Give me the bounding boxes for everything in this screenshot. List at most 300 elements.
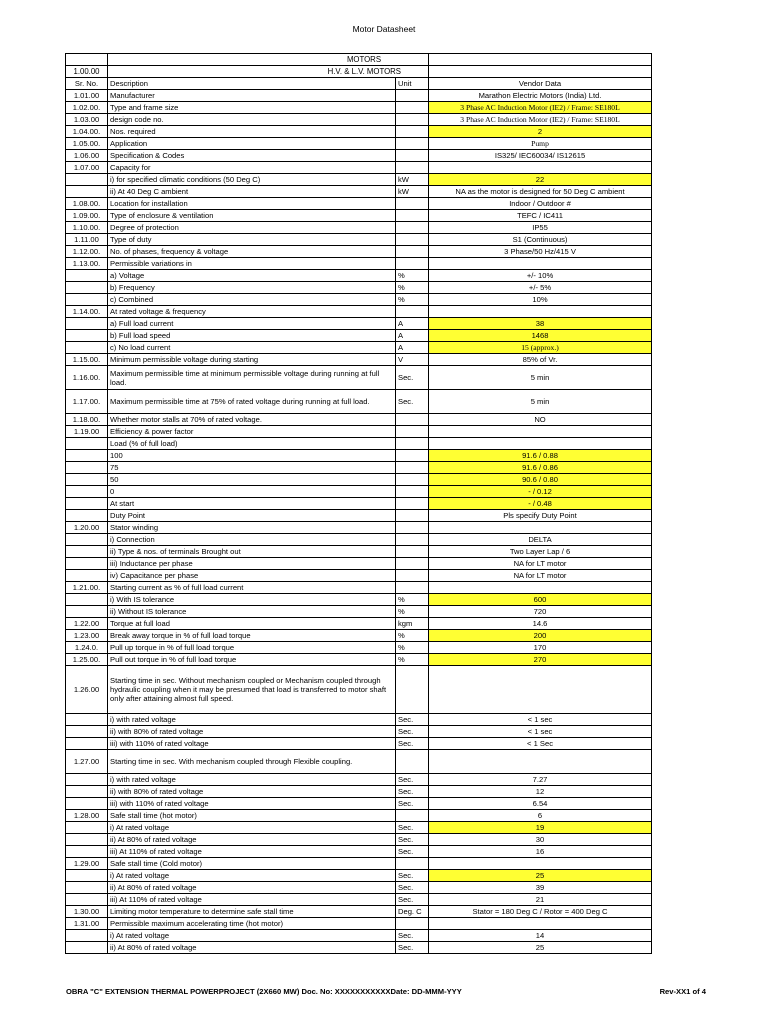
table-row: [66, 894, 652, 906]
row-vendor-value: 16: [429, 846, 652, 858]
row-unit: Deg. C: [396, 906, 429, 918]
row-unit: [396, 90, 429, 102]
row-number: 1.01.00: [66, 90, 108, 102]
row-number: [66, 894, 108, 906]
row-description: b) Full load speed: [108, 330, 396, 342]
table-row: [66, 234, 652, 246]
row-unit: [396, 414, 429, 426]
table-row: [66, 822, 652, 834]
row-vendor-value: Pump: [429, 138, 652, 150]
row-vendor-value: Indoor / Outdoor #: [429, 198, 652, 210]
row-unit: [396, 450, 429, 462]
row-number: [66, 318, 108, 330]
row-description: iii) At 110% of rated voltage: [108, 894, 396, 906]
row-vendor-value: 2: [429, 126, 652, 138]
row-number: [66, 846, 108, 858]
row-unit: [396, 558, 429, 570]
row-unit: Sec.: [396, 870, 429, 882]
row-vendor-value: 1468: [429, 330, 652, 342]
row-description: i) Connection: [108, 534, 396, 546]
row-unit: [396, 102, 429, 114]
row-number: [66, 330, 108, 342]
table-row: [66, 294, 652, 306]
table-row: [66, 222, 652, 234]
row-unit: Sec.: [396, 930, 429, 942]
row-unit: [396, 666, 429, 714]
table-row: [66, 942, 652, 954]
row-vendor-value: 14: [429, 930, 652, 942]
row-unit: [396, 426, 429, 438]
row-vendor-value: 6.54: [429, 798, 652, 810]
row-vendor-value: [429, 438, 652, 450]
row-number: 1.04.00.: [66, 126, 108, 138]
table-row: [66, 906, 652, 918]
row-vendor-value: Pls specify Duty Point: [429, 510, 652, 522]
row-unit: Sec.: [396, 390, 429, 414]
row-number: [66, 930, 108, 942]
row-vendor-value: TEFC / IC411: [429, 210, 652, 222]
table-row: [66, 786, 652, 798]
row-description: b) Frequency: [108, 282, 396, 294]
row-description: No. of phases, frequency & voltage: [108, 246, 396, 258]
row-description: Type of duty: [108, 234, 396, 246]
row-number: [66, 546, 108, 558]
row-vendor-value: 5 min: [429, 366, 652, 390]
row-unit: [396, 486, 429, 498]
row-description: i) At rated voltage: [108, 822, 396, 834]
row-description: design code no.: [108, 114, 396, 126]
row-vendor-value: NA for LT motor: [429, 558, 652, 570]
row-description: Stator winding: [108, 522, 396, 534]
table-row: [66, 714, 652, 726]
row-vendor-value: [429, 162, 652, 174]
row-vendor-value: [429, 918, 652, 930]
table-row: [66, 270, 652, 282]
row-vendor-value: Stator = 180 Deg C / Rotor = 400 Deg C: [429, 906, 652, 918]
row-number: 1.14.00.: [66, 306, 108, 318]
row-description: i) with rated voltage: [108, 714, 396, 726]
row-vendor-value: 21: [429, 894, 652, 906]
section-number: 1.00.00: [66, 66, 108, 78]
row-unit: Sec.: [396, 822, 429, 834]
row-number: 1.17.00.: [66, 390, 108, 414]
row-vendor-value: 6: [429, 810, 652, 822]
row-number: 1.26.00: [66, 666, 108, 714]
table-row: [66, 282, 652, 294]
row-unit: [396, 546, 429, 558]
table-row: [66, 114, 652, 126]
row-number: 1.06.00: [66, 150, 108, 162]
col-header-unit: Unit: [396, 78, 429, 90]
row-number: 1.31.00: [66, 918, 108, 930]
row-number: [66, 738, 108, 750]
table-row: [66, 606, 652, 618]
table-row: [66, 198, 652, 210]
row-description: iv) Capacitance per phase: [108, 570, 396, 582]
row-description: a) Voltage: [108, 270, 396, 282]
row-description: Safe stall time (hot motor): [108, 810, 396, 822]
row-number: 1.15.00.: [66, 354, 108, 366]
row-number: 1.13.00.: [66, 258, 108, 270]
row-vendor-value: Marathon Electric Motors (India) Ltd.: [429, 90, 652, 102]
row-unit: [396, 918, 429, 930]
row-unit: [396, 570, 429, 582]
row-unit: Sec.: [396, 774, 429, 786]
row-vendor-value: 38: [429, 318, 652, 330]
col-header-srno: Sr. No.: [66, 78, 108, 90]
row-number: 1.20.00: [66, 522, 108, 534]
table-row: [66, 426, 652, 438]
row-unit: Sec.: [396, 798, 429, 810]
row-vendor-value: [429, 306, 652, 318]
row-description: ii) with 80% of rated voltage: [108, 786, 396, 798]
row-unit: [396, 582, 429, 594]
row-vendor-value: +/- 10%: [429, 270, 652, 282]
row-number: 1.18.00.: [66, 414, 108, 426]
table-row: [66, 414, 652, 426]
row-vendor-value: 270: [429, 654, 652, 666]
row-number: [66, 186, 108, 198]
row-vendor-value: [429, 426, 652, 438]
row-vendor-value: 10%: [429, 294, 652, 306]
row-vendor-value: - / 0.48: [429, 498, 652, 510]
row-unit: A: [396, 330, 429, 342]
row-number: 1.10.00.: [66, 222, 108, 234]
row-number: [66, 474, 108, 486]
row-description: ii) Type & nos. of terminals Brought out: [108, 546, 396, 558]
row-description: Application: [108, 138, 396, 150]
table-row: [66, 210, 652, 222]
row-unit: kW: [396, 186, 429, 198]
row-description: At start: [108, 498, 396, 510]
table-row: [66, 642, 652, 654]
row-unit: %: [396, 294, 429, 306]
row-description: Type of enclosure & ventilation: [108, 210, 396, 222]
row-number: 1.22.00: [66, 618, 108, 630]
row-number: 1.03.00: [66, 114, 108, 126]
table-row: [66, 666, 652, 714]
row-unit: Sec.: [396, 834, 429, 846]
row-unit: [396, 858, 429, 870]
table-row: [66, 138, 652, 150]
title-motors: MOTORS: [108, 54, 429, 66]
row-unit: %: [396, 270, 429, 282]
row-number: [66, 558, 108, 570]
row-vendor-value: < 1 sec: [429, 714, 652, 726]
row-unit: %: [396, 606, 429, 618]
row-number: [66, 342, 108, 354]
table-row: [66, 354, 652, 366]
row-vendor-value: IP55: [429, 222, 652, 234]
row-vendor-value: [429, 582, 652, 594]
row-vendor-value: 720: [429, 606, 652, 618]
row-vendor-value: NA as the motor is designed for 50 Deg C ambient: [429, 186, 652, 198]
title-row-motors: [66, 54, 652, 66]
row-unit: %: [396, 654, 429, 666]
row-number: [66, 270, 108, 282]
row-unit: [396, 498, 429, 510]
row-unit: [396, 234, 429, 246]
table-row: [66, 462, 652, 474]
row-vendor-value: 91.6 / 0.86: [429, 462, 652, 474]
table-row: [66, 738, 652, 750]
row-description: Starting time in sec. With mechanism coupled through Flexible coupling.: [108, 750, 396, 774]
table-row: [66, 126, 652, 138]
row-vendor-value: 3 Phase/50 Hz/415 V: [429, 246, 652, 258]
row-description: Location for installation: [108, 198, 396, 210]
row-description: iii) At 110% of rated voltage: [108, 846, 396, 858]
table-row: [66, 570, 652, 582]
row-unit: Sec.: [396, 726, 429, 738]
table-row: [66, 618, 652, 630]
row-vendor-value: 7.27: [429, 774, 652, 786]
table-row: [66, 882, 652, 894]
row-unit: [396, 438, 429, 450]
row-vendor-value: 90.6 / 0.80: [429, 474, 652, 486]
row-description: 100: [108, 450, 396, 462]
row-vendor-value: NO: [429, 414, 652, 426]
row-vendor-value: +/- 5%: [429, 282, 652, 294]
row-number: 1.30.00: [66, 906, 108, 918]
row-unit: A: [396, 342, 429, 354]
table-row: [66, 654, 652, 666]
row-description: Duty Point: [108, 510, 396, 522]
row-description: Break away torque in % of full load torque: [108, 630, 396, 642]
table-row: [66, 174, 652, 186]
table-row: [66, 834, 652, 846]
row-number: [66, 786, 108, 798]
row-description: Manufacturer: [108, 90, 396, 102]
row-number: [66, 594, 108, 606]
row-unit: Sec.: [396, 942, 429, 954]
row-vendor-value: 19: [429, 822, 652, 834]
row-description: Maximum permissible time at 75% of rated voltage during running at full load.: [108, 390, 396, 414]
table-row: [66, 522, 652, 534]
table-row: [66, 390, 652, 414]
row-number: [66, 534, 108, 546]
row-unit: V: [396, 354, 429, 366]
table-row: [66, 594, 652, 606]
row-number: [66, 798, 108, 810]
row-number: [66, 774, 108, 786]
row-vendor-value: 200: [429, 630, 652, 642]
row-number: 1.21.00.: [66, 582, 108, 594]
row-vendor-value: [429, 750, 652, 774]
row-number: [66, 282, 108, 294]
row-description: i) for specified climatic conditions (50 Deg C): [108, 174, 396, 186]
row-vendor-value: 12: [429, 786, 652, 798]
row-description: 0: [108, 486, 396, 498]
row-number: 1.29.00: [66, 858, 108, 870]
table-row: [66, 438, 652, 450]
row-description: ii) with 80% of rated voltage: [108, 726, 396, 738]
row-vendor-value: NA for LT motor: [429, 570, 652, 582]
row-unit: Sec.: [396, 846, 429, 858]
table-row: [66, 246, 652, 258]
row-vendor-value: < 1 Sec: [429, 738, 652, 750]
row-description: Minimum permissible voltage during starting: [108, 354, 396, 366]
row-number: 1.25.00.: [66, 654, 108, 666]
row-number: [66, 570, 108, 582]
row-vendor-value: 15 (approx.): [429, 342, 652, 354]
row-description: iii) with 110% of rated voltage: [108, 798, 396, 810]
row-unit: [396, 750, 429, 774]
row-description: Degree of protection: [108, 222, 396, 234]
row-number: [66, 498, 108, 510]
column-header-row: [66, 78, 652, 90]
row-number: [66, 882, 108, 894]
row-unit: Sec.: [396, 786, 429, 798]
table-row: [66, 330, 652, 342]
row-vendor-value: 30: [429, 834, 652, 846]
table-row: [66, 186, 652, 198]
col-header-vendor-data: Vendor Data: [429, 78, 652, 90]
title-hv-lv-motors: H.V. & L.V. MOTORS: [108, 66, 429, 78]
row-description: i) With IS tolerance: [108, 594, 396, 606]
row-description: a) Full load current: [108, 318, 396, 330]
row-vendor-value: 39: [429, 882, 652, 894]
row-description: Limiting motor temperature to determine safe stall time: [108, 906, 396, 918]
row-unit: [396, 222, 429, 234]
row-vendor-value: - / 0.12: [429, 486, 652, 498]
row-unit: Sec.: [396, 882, 429, 894]
title-row-hv-lv: [66, 66, 652, 78]
row-description: Starting time in sec. Without mechanism coupled or Mechanism coupled through hydraulic coupling when it may be presumed that load is transferred to motor shaft only after attaining almost full speed.: [108, 666, 396, 714]
row-unit: [396, 246, 429, 258]
table-row: [66, 846, 652, 858]
table-row: [66, 498, 652, 510]
row-unit: [396, 198, 429, 210]
table-row: [66, 486, 652, 498]
row-description: 50: [108, 474, 396, 486]
table-row: [66, 930, 652, 942]
table-row: [66, 474, 652, 486]
row-number: 1.09.00.: [66, 210, 108, 222]
row-description: i) At rated voltage: [108, 930, 396, 942]
row-number: [66, 294, 108, 306]
table-row: [66, 258, 652, 270]
row-vendor-value: [429, 858, 652, 870]
row-unit: %: [396, 630, 429, 642]
row-number: 1.19.00: [66, 426, 108, 438]
row-vendor-value: 22: [429, 174, 652, 186]
row-unit: kgm: [396, 618, 429, 630]
table-row: [66, 750, 652, 774]
row-number: [66, 834, 108, 846]
row-vendor-value: 5 min: [429, 390, 652, 414]
row-unit: Sec.: [396, 366, 429, 390]
row-unit: %: [396, 282, 429, 294]
row-unit: [396, 510, 429, 522]
table-row: [66, 726, 652, 738]
row-unit: [396, 210, 429, 222]
row-description: i) with rated voltage: [108, 774, 396, 786]
table-row: [66, 162, 652, 174]
row-description: Efficiency & power factor: [108, 426, 396, 438]
row-unit: [396, 306, 429, 318]
row-description: ii) At 80% of rated voltage: [108, 882, 396, 894]
row-description: Whether motor stalls at 70% of rated voltage.: [108, 414, 396, 426]
table-row: [66, 774, 652, 786]
row-number: 1.24.0.: [66, 642, 108, 654]
row-description: At rated voltage & frequency: [108, 306, 396, 318]
table-row: [66, 510, 652, 522]
table-row: [66, 90, 652, 102]
datasheet-table: [65, 53, 652, 954]
table-row: [66, 534, 652, 546]
row-unit: [396, 138, 429, 150]
table-row: [66, 342, 652, 354]
footer-revision-page: Rev-XX1 of 4: [659, 987, 706, 996]
row-description: i) At rated voltage: [108, 870, 396, 882]
row-description: iii) Inductance per phase: [108, 558, 396, 570]
row-unit: Sec.: [396, 714, 429, 726]
table-row: [66, 150, 652, 162]
row-description: ii) Without IS tolerance: [108, 606, 396, 618]
row-description: Specification & Codes: [108, 150, 396, 162]
row-vendor-value: [429, 522, 652, 534]
row-vendor-value: 3 Phase AC Induction Motor (IE2) / Frame: SE180L: [429, 102, 652, 114]
row-description: c) Combined: [108, 294, 396, 306]
table-row: [66, 366, 652, 390]
row-description: Permissible variations in: [108, 258, 396, 270]
table-row: [66, 558, 652, 570]
page-title: Motor Datasheet: [352, 24, 416, 34]
row-number: 1.02.00.: [66, 102, 108, 114]
row-unit: [396, 150, 429, 162]
row-unit: [396, 810, 429, 822]
row-vendor-value: 25: [429, 870, 652, 882]
row-description: ii) At 80% of rated voltage: [108, 942, 396, 954]
row-description: Pull out torque in % of full load torque: [108, 654, 396, 666]
row-unit: [396, 114, 429, 126]
row-unit: kW: [396, 174, 429, 186]
row-number: [66, 174, 108, 186]
table-row: [66, 546, 652, 558]
table-row: [66, 870, 652, 882]
table-row: [66, 306, 652, 318]
table-row: [66, 450, 652, 462]
row-vendor-value: < 1 sec: [429, 726, 652, 738]
row-unit: [396, 462, 429, 474]
row-unit: [396, 534, 429, 546]
row-unit: [396, 522, 429, 534]
row-unit: Sec.: [396, 894, 429, 906]
row-number: 1.16.00.: [66, 366, 108, 390]
row-description: Capacity for: [108, 162, 396, 174]
table-row: [66, 810, 652, 822]
row-description: Safe stall time (Cold motor): [108, 858, 396, 870]
row-number: [66, 942, 108, 954]
row-vendor-value: 85% of Vr.: [429, 354, 652, 366]
row-number: 1.27.00: [66, 750, 108, 774]
row-unit: %: [396, 594, 429, 606]
row-unit: [396, 258, 429, 270]
row-vendor-value: 91.6 / 0.88: [429, 450, 652, 462]
row-number: 1.08.00.: [66, 198, 108, 210]
row-number: [66, 486, 108, 498]
row-vendor-value: 14.6: [429, 618, 652, 630]
row-vendor-value: 3 Phase AC Induction Motor (IE2) / Frame: SE180L: [429, 114, 652, 126]
row-number: [66, 822, 108, 834]
row-number: [66, 714, 108, 726]
row-number: [66, 510, 108, 522]
row-number: [66, 726, 108, 738]
row-unit: [396, 474, 429, 486]
row-description: ii) At 80% of rated voltage: [108, 834, 396, 846]
table-row: [66, 798, 652, 810]
table-row: [66, 918, 652, 930]
